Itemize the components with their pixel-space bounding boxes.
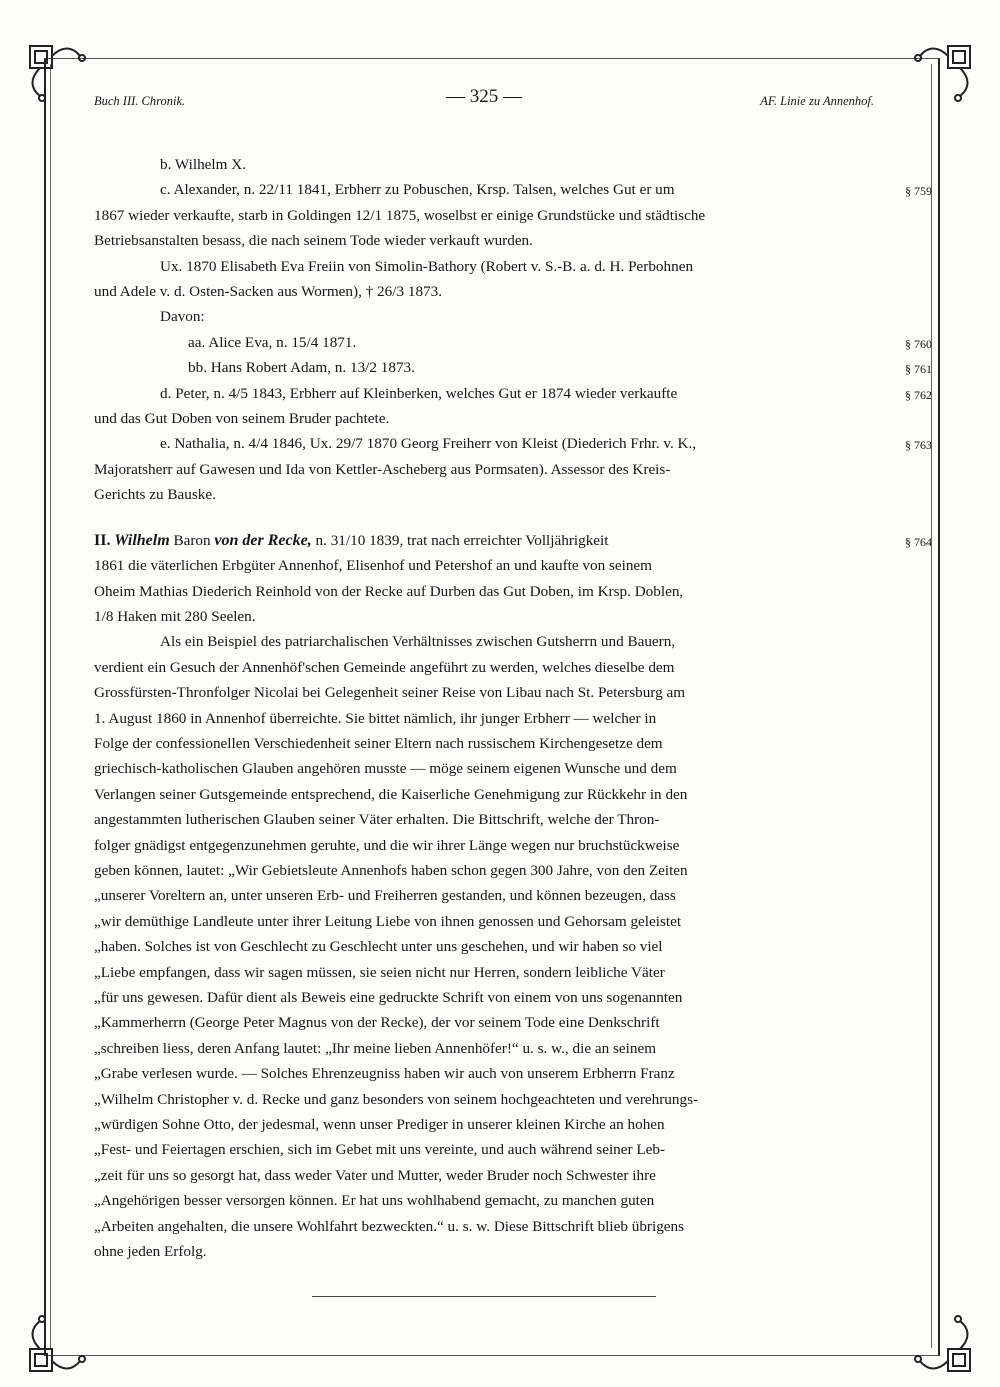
text-line — [94, 604, 874, 629]
text-line — [94, 833, 874, 858]
section-one — [94, 152, 932, 508]
line-text: d. Peter, n. 4/5 1843, Erbherr auf Kleinberken, welches Gut er 1874 wieder verkaufte — [160, 384, 678, 402]
line-text: und das Gut Doben von seinem Bruder pachtete. — [94, 410, 390, 428]
line-text: 1. August 1860 in Annenhof überreichte. Sie bittet nämlich, ihr junger Erbherr — welcher in — [94, 709, 657, 727]
line-text: „haben. Solches ist von Geschlecht zu Geschlecht unter uns geschehen, und wir haben so viel — [94, 938, 663, 956]
text-line — [94, 883, 874, 908]
line-text: „Kammerherrn (George Peter Magnus von der Recke), der vor seinem Tode eine Denkschrift — [94, 1014, 660, 1032]
text-line — [94, 304, 874, 329]
line-text: und Adele v. d. Osten-Sacken aus Wormen), † 26/3 1873. — [94, 283, 443, 301]
text-line — [94, 1137, 874, 1162]
family-name: von der Recke, — [214, 531, 312, 549]
line-text: Als ein Beispiel des patriarchalischen Verhältnisses zwischen Gutsherrn und Bauern, — [160, 633, 676, 651]
line-text: „würdigen Sohne Otto, der jedesmal, wenn unser Prediger in unserer kleinen Kirche an hohen — [94, 1116, 665, 1134]
line-text: angestammten lutherischen Glauben seiner Väter erhalten. Die Bittschrift, welche der Thron- — [94, 811, 660, 829]
text-line — [94, 553, 874, 578]
corner-ornament-top-right — [910, 36, 980, 106]
line-text: aa. Alice Eva, n. 15/4 1871. — [188, 333, 357, 351]
line-text: 1861 die väterlichen Erbgüter Annenhof, Elisenhof und Petershof an und kaufte von seinem — [94, 557, 652, 575]
text-line — [94, 1239, 874, 1264]
line-text: „zeit für uns so gesorgt hat, dass weder Vater und Mutter, weder Bruder noch Schwester ihre — [94, 1166, 656, 1184]
margin-paragraph-ref: § 760 — [905, 336, 932, 351]
line-text: „Wilhelm Christopher v. d. Recke und ganz besonders von seinem hochgeachteten und verehrungs- — [94, 1090, 699, 1108]
text-line — [94, 482, 874, 507]
text-line — [94, 177, 932, 202]
margin-paragraph-ref: § 764 — [905, 534, 932, 549]
page-body — [94, 152, 932, 1264]
line-text: „für uns gewesen. Dafür dient als Beweis eine gedruckte Schrift von einem von uns sogenannten — [94, 989, 683, 1006]
line-text: bb. Hans Robert Adam, n. 13/2 1873. — [188, 359, 415, 377]
line-text: „unserer Voreltern an, unter unseren Erb- und Freiherren gestanden, und können bezeugen, dass — [94, 887, 676, 905]
corner-ornament-bottom-right — [910, 1311, 980, 1381]
line-text: Davon: — [160, 308, 205, 326]
line-text: e. Nathalia, n. 4/4 1846, Ux. 29/7 1870 Georg Freiherr von Kleist (Diederich Frhr. v. K., — [160, 435, 697, 453]
text-line — [94, 1087, 874, 1112]
text-line — [94, 807, 874, 832]
line-text: 1/8 Haken mit 280 Seelen. — [94, 607, 256, 625]
line-text: Gerichts zu Bauske. — [94, 486, 216, 504]
text-line — [94, 457, 874, 482]
text-line — [94, 406, 874, 431]
text-line — [94, 279, 874, 304]
text-line — [94, 756, 874, 781]
line-text: Folge der confessionellen Verschiedenheit seiner Eltern nach russischem Kirchengesetze dem — [94, 734, 663, 752]
header-book-title: Buch III. Chronik. — [94, 94, 186, 108]
margin-paragraph-ref: § 762 — [905, 387, 932, 402]
text-line — [94, 731, 874, 756]
section-two-body — [94, 553, 874, 1264]
line-text: griechisch-katholischen Glauben angehören musste — möge seinem eigenen Wunsche und dem — [94, 760, 677, 778]
line-text: „schreiben liess, deren Anfang lautet: „Ihr meine lieben Annenhöfer!“ u. s. w., die an seinem — [94, 1039, 657, 1057]
line-text: Majoratsherr auf Gawesen und Ida von Kettler-Ascheberg aus Pormsaten). Assessor des Kreis- — [94, 460, 671, 478]
line-text: folger gnädigst entgegenzunehmen geruhte, und die wir ihrer Länge wegen nur bruchstückweise — [94, 836, 680, 854]
person-name: Wilhelm — [114, 531, 170, 549]
page-number: — 325 — — [446, 86, 522, 107]
line-text: „wir demüthige Landleute unter ihrer Leitung Liebe von ihnen genossen und Gehorsam geleistet — [94, 912, 682, 930]
text-line — [94, 858, 874, 883]
header-section-title: AF. Linie zu Annenhof. — [760, 94, 874, 108]
text-line — [94, 355, 932, 380]
line-text: Verlangen seiner Gutsgemeinde entsprechend, die Kaiserliche Genehmigung zur Rückkehr in den — [94, 785, 688, 803]
margin-paragraph-ref: § 759 — [905, 184, 932, 199]
text-line — [94, 1188, 874, 1213]
corner-ornament-top-left — [20, 36, 90, 106]
text-line — [94, 909, 874, 934]
text-line — [94, 985, 874, 1010]
text-line — [94, 152, 874, 177]
line-text: „Arbeiten angehalten, die unsere Wohlfahrt bezweckten.“ u. s. w. Diese Bittschrift blieb übrigens — [94, 1217, 685, 1235]
section-two-heading — [94, 528, 932, 553]
line-text: 1867 wieder verkaufte, starb in Goldingen 12/1 1875, woselbst er einige Grundstücke und städtische — [94, 206, 706, 224]
text-line — [94, 1214, 874, 1239]
line-text: „Angehörigen besser versorgen können. Er hat uns wohlhabend gemacht, zu manchen guten — [94, 1192, 655, 1210]
text-line — [94, 1010, 874, 1035]
heading-text: n. 31/10 1839, trat nach erreichter Volljährigkeit — [315, 531, 609, 549]
text-line — [94, 629, 874, 654]
text-line — [94, 960, 874, 985]
text-line — [94, 579, 874, 604]
line-text: Ux. 1870 Elisabeth Eva Freiin von Simolin-Bathory (Robert v. S.-B. a. d. H. Perbohnen — [160, 257, 694, 275]
text-line — [94, 934, 874, 959]
text-line — [94, 1036, 874, 1061]
line-text: „Fest- und Feiertagen erschien, sich im Gebet mit uns vereinte, und auch während seiner Leb- — [94, 1141, 666, 1159]
margin-paragraph-ref: § 761 — [905, 362, 932, 377]
text-line — [94, 782, 874, 807]
line-text: b. Wilhelm X. — [160, 156, 247, 173]
line-text: geben können, lautet: „Wir Gebietsleute Annenhofs haben schon gegen 300 Jahre, von den Zeiten — [94, 861, 688, 879]
line-text: „Grabe verlesen wurde. — Solches Ehrenzeugniss haben wir auch von unserem Erbherrn Franz — [94, 1065, 675, 1083]
text-line — [94, 706, 874, 731]
text-line — [94, 1163, 874, 1188]
text-line — [94, 381, 932, 406]
text-line — [94, 228, 874, 253]
text-line — [94, 1061, 874, 1086]
line-text: Oheim Mathias Diederich Reinhold von der Recke auf Durben das Gut Doben, im Krsp. Doblen, — [94, 582, 684, 600]
running-header — [94, 86, 874, 116]
text-line — [94, 203, 874, 228]
line-text: Betriebsanstalten besass, die nach seinem Tode wieder verkauft wurden. — [94, 232, 533, 250]
margin-paragraph-ref: § 763 — [905, 438, 932, 453]
line-text: „Liebe empfangen, dass wir sagen müssen, sie seien nicht nur Herren, sondern leibliche Väter — [94, 963, 665, 981]
corner-ornament-bottom-left — [20, 1311, 90, 1381]
line-text: ohne jeden Erfolg. — [94, 1243, 207, 1261]
person-title: Baron — [173, 531, 211, 549]
line-text: Grossfürsten-Thronfolger Nicolai bei Gelegenheit seiner Reise von Libau nach St. Petersburg am — [94, 684, 686, 702]
section-gap — [94, 508, 874, 528]
section-number: II. — [94, 531, 111, 549]
text-line — [94, 330, 932, 355]
text-line — [94, 1112, 874, 1137]
end-rule — [312, 1296, 656, 1297]
line-text: c. Alexander, n. 22/11 1841, Erbherr zu Pobuschen, Krsp. Talsen, welches Gut er um — [160, 181, 675, 199]
text-line — [94, 655, 874, 680]
text-line — [94, 680, 874, 705]
text-line — [94, 254, 874, 279]
line-text: verdient ein Gesuch der Annenhöf'schen Gemeinde angeführt zu werden, welches dieselbe dem — [94, 658, 675, 676]
text-line — [94, 431, 932, 456]
